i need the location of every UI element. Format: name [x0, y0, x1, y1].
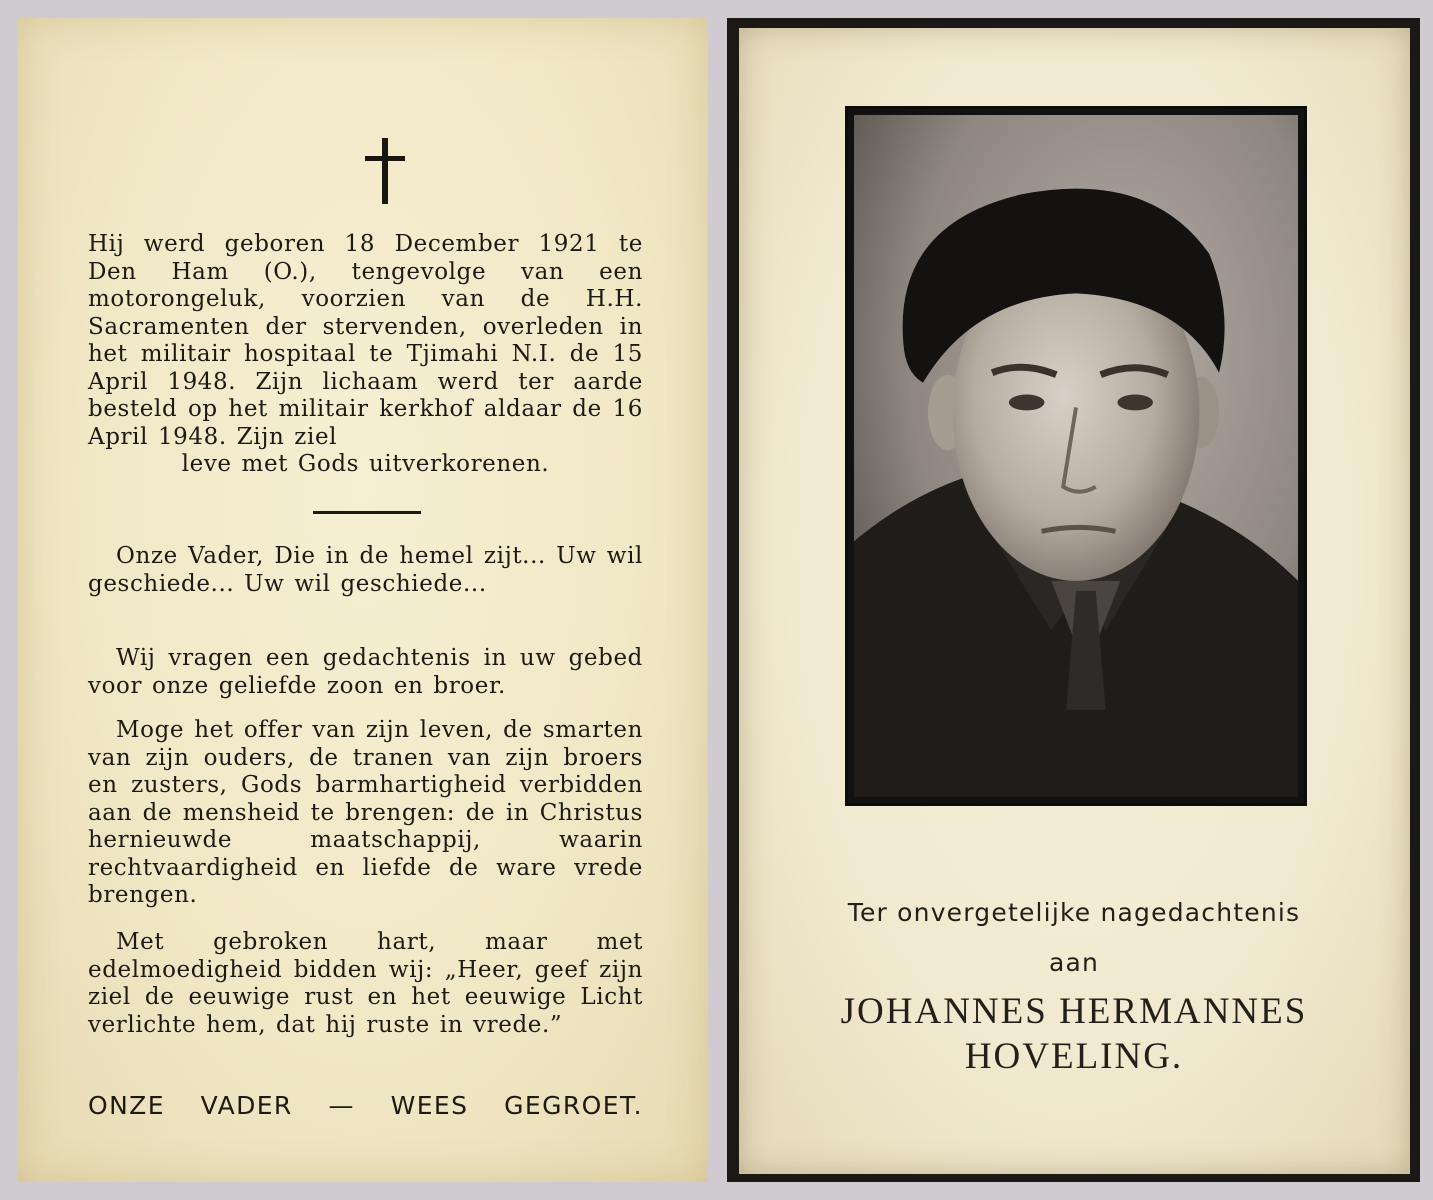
cross-icon [365, 138, 405, 204]
deceased-name-line1: JOHANNES HERMANNES [840, 991, 1308, 1032]
remembrance-request-text: Wij vragen een gedachtenis in uw gebed voor onze geliefde zoon en broer. [88, 645, 643, 699]
portrait-illustration [854, 115, 1298, 797]
portrait-photo [854, 115, 1298, 797]
biography-text: Hij werd geboren 18 December 1921 te Den Ham (O.), tengevolge van een motorongeluk, voorzien van de H.H. Sacramenten der stervenden, overleden in het militair hospitaal te Tjimahi N.I. de 15 April 1948. Zijn lichaam werd ter aarde besteld op het militair kerkhof aldaar de 16 April 1948. Zijn ziel [88, 231, 643, 450]
portrait-frame [845, 106, 1307, 806]
biography-paragraph [88, 231, 643, 479]
closing-prayers: ONZE VADER — WEES GEGROET. [88, 1091, 643, 1120]
prayer-paragraph [88, 543, 643, 598]
sacrifice-paragraph [88, 717, 643, 910]
remembrance-request-paragraph [88, 645, 643, 700]
memorial-card-text-side [18, 18, 708, 1182]
sacrifice-text: Moge het offer van zijn leven, de smarten van zijn ouders, de tranen van zijn broers en zusters, Gods barmhartigheid verbidden aan de mensheid te brengen: de in Christus hernieuwde maatschappij, waarin rechtvaardigheid en liefde de ware vrede brengen. [88, 717, 643, 908]
divider-rule [313, 511, 421, 514]
final-prayer-text: Met gebroken hart, maar met edelmoedigheid bidden wij: „Heer, geef zijn ziel de eeuwige rust en het eeuwige Licht verlichte hem, dat hij ruste in vrede.” [88, 929, 643, 1038]
deceased-name-line2: HOVELING. [964, 1036, 1184, 1077]
biography-last-line: leve met Gods uitverkorenen. [181, 451, 550, 477]
dedication-text: Ter onvergetelijke nagedachtenis [847, 898, 1301, 927]
dedication-preposition: aan [1048, 948, 1100, 977]
final-prayer-paragraph [88, 929, 643, 1039]
prayer-text: Onze Vader, Die in de hemel zijt... Uw wil geschiede... Uw wil geschiede... [88, 543, 643, 597]
